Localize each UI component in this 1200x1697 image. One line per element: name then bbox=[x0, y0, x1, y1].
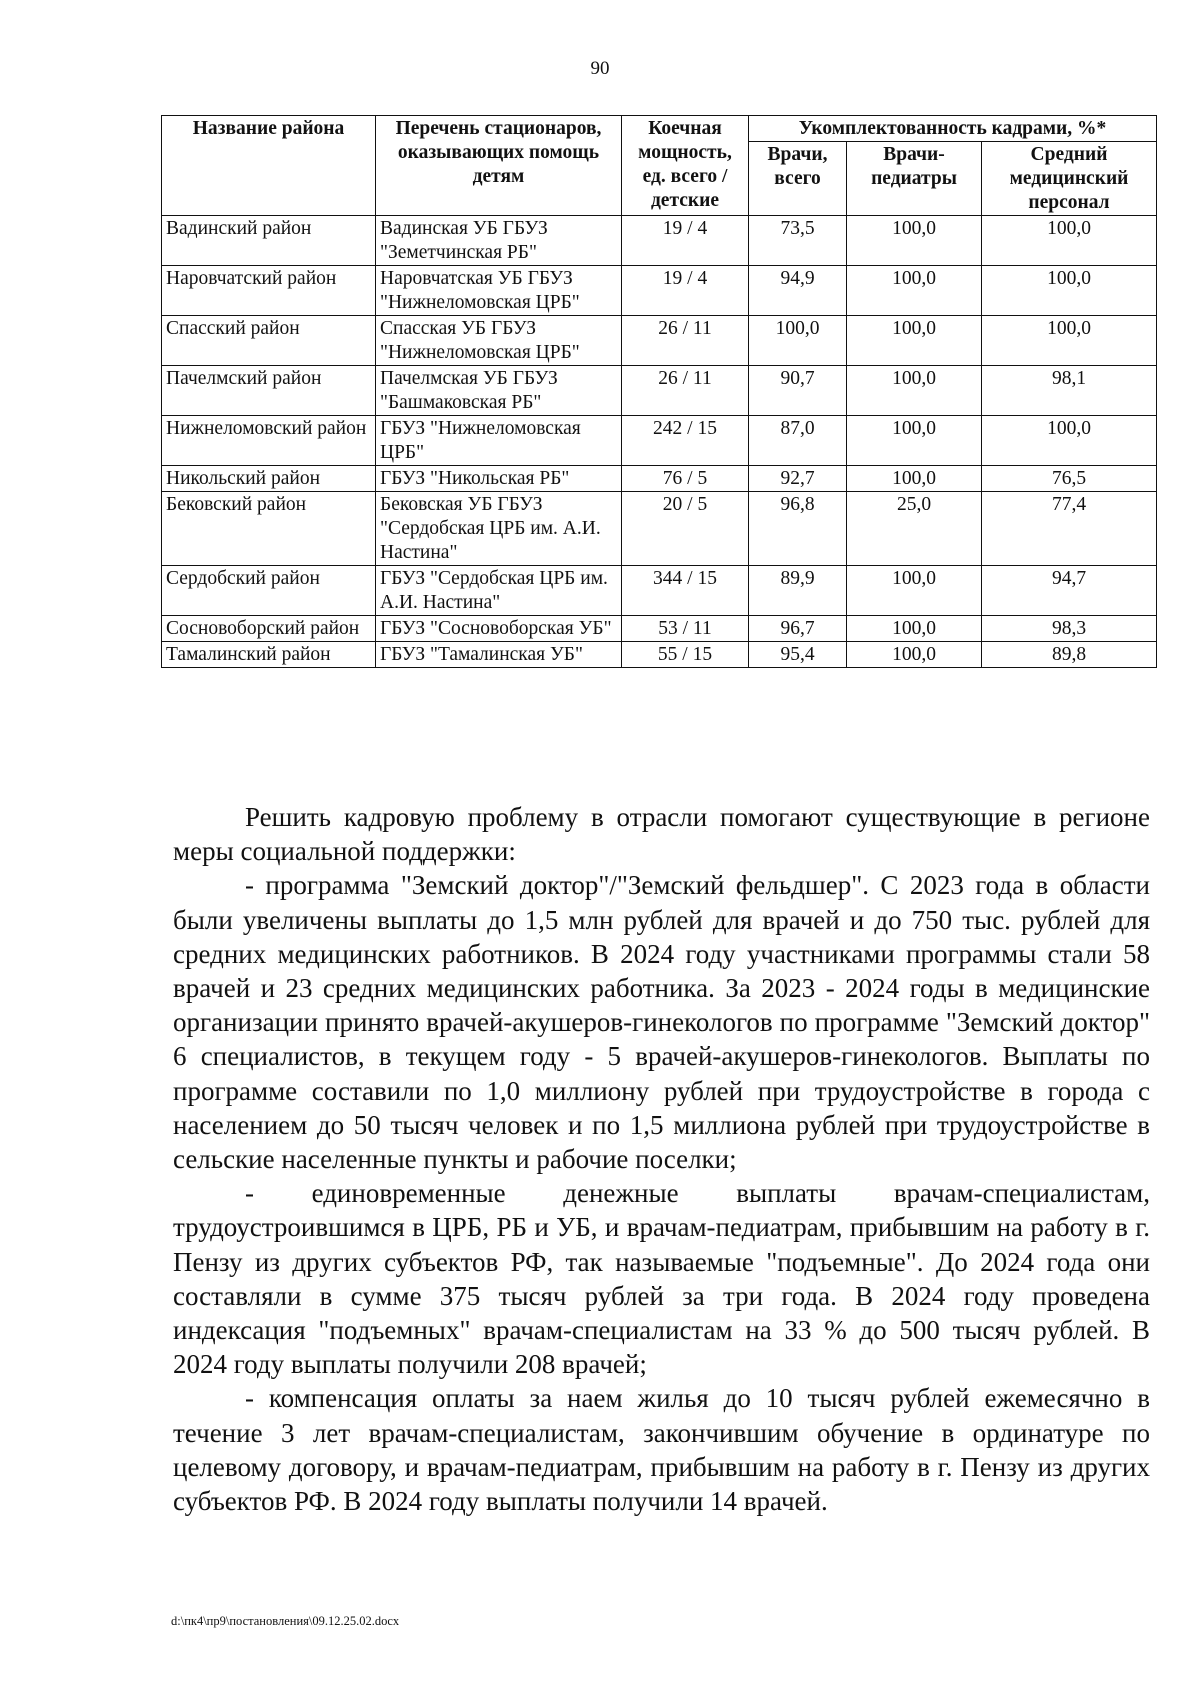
footer-file-path: d:\пк4\пр9\постановления\09.12.25.02.docx bbox=[171, 1614, 400, 1628]
header-staffing-group: Укомплектованность кадрами, %* bbox=[749, 116, 1157, 142]
cell-district: Никольский район bbox=[162, 466, 376, 492]
cell-doctors-percent: 94,9 bbox=[749, 266, 847, 316]
cell-mid-staff-percent: 98,1 bbox=[982, 366, 1157, 416]
cell-mid-staff-percent: 94,7 bbox=[982, 566, 1157, 616]
cell-district: Сосновоборский район bbox=[162, 616, 376, 642]
table-body bbox=[162, 216, 1157, 668]
cell-beds: 242 / 15 bbox=[622, 416, 749, 466]
cell-hospital: ГБУЗ "Сосновоборская УБ" bbox=[376, 616, 622, 642]
cell-doctors-percent: 96,7 bbox=[749, 616, 847, 642]
cell-doctors-percent: 87,0 bbox=[749, 416, 847, 466]
cell-beds: 19 / 4 bbox=[622, 266, 749, 316]
cell-doctors-percent: 100,0 bbox=[749, 316, 847, 366]
table-row bbox=[162, 566, 1157, 616]
cell-district: Наровчатский район bbox=[162, 266, 376, 316]
cell-hospital: Пачелмская УБ ГБУЗ "Башмаковская РБ" bbox=[376, 366, 622, 416]
cell-pediatricians-percent: 100,0 bbox=[847, 416, 982, 466]
cell-beds: 76 / 5 bbox=[622, 466, 749, 492]
header-beds: Коечная мощность, ед. всего / детские bbox=[622, 116, 749, 216]
header-doctors-total: Врачи, всего bbox=[749, 142, 847, 216]
cell-doctors-percent: 90,7 bbox=[749, 366, 847, 416]
staffing-table bbox=[161, 115, 1157, 668]
cell-mid-staff-percent: 76,5 bbox=[982, 466, 1157, 492]
header-row bbox=[162, 116, 1157, 142]
cell-hospital: Бековская УБ ГБУЗ "Сердобская ЦРБ им. А.И. Настина" bbox=[376, 492, 622, 566]
cell-doctors-percent: 92,7 bbox=[749, 466, 847, 492]
cell-hospital: ГБУЗ "Никольская РБ" bbox=[376, 466, 622, 492]
cell-pediatricians-percent: 100,0 bbox=[847, 216, 982, 266]
table-row bbox=[162, 366, 1157, 416]
table-row bbox=[162, 416, 1157, 466]
cell-beds: 26 / 11 bbox=[622, 316, 749, 366]
cell-hospital: Вадинская УБ ГБУЗ "Земетчинская РБ" bbox=[376, 216, 622, 266]
cell-doctors-percent: 73,5 bbox=[749, 216, 847, 266]
cell-mid-staff-percent: 100,0 bbox=[982, 266, 1157, 316]
cell-pediatricians-percent: 100,0 bbox=[847, 366, 982, 416]
cell-district: Вадинский район bbox=[162, 216, 376, 266]
cell-hospital: ГБУЗ "Тамалинская УБ" bbox=[376, 642, 622, 668]
header-pediatricians: Врачи-педиатры bbox=[847, 142, 982, 216]
page-number: 90 bbox=[590, 58, 610, 79]
cell-hospital: ГБУЗ "Нижнеломовская ЦРБ" bbox=[376, 416, 622, 466]
table-row bbox=[162, 642, 1157, 668]
cell-beds: 53 / 11 bbox=[622, 616, 749, 642]
cell-beds: 344 / 15 bbox=[622, 566, 749, 616]
cell-hospital: ГБУЗ "Сердобская ЦРБ им. А.И. Настина" bbox=[376, 566, 622, 616]
cell-hospital: Наровчатская УБ ГБУЗ "Нижнеломовская ЦРБ" bbox=[376, 266, 622, 316]
cell-hospital: Спасская УБ ГБУЗ "Нижнеломовская ЦРБ" bbox=[376, 316, 622, 366]
cell-beds: 26 / 11 bbox=[622, 366, 749, 416]
intro-paragraph: Решить кадровую проблему в отрасли помогают существующие в регионе меры социальной поддержки: bbox=[173, 802, 1150, 867]
cell-district: Пачелмский район bbox=[162, 366, 376, 416]
cell-pediatricians-percent: 100,0 bbox=[847, 642, 982, 668]
cell-pediatricians-percent: 25,0 bbox=[847, 492, 982, 566]
table-row bbox=[162, 216, 1157, 266]
cell-doctors-percent: 95,4 bbox=[749, 642, 847, 668]
header-hospitals: Перечень стационаров, оказывающих помощь детям bbox=[376, 116, 622, 216]
cell-pediatricians-percent: 100,0 bbox=[847, 266, 982, 316]
table-row bbox=[162, 316, 1157, 366]
cell-mid-staff-percent: 100,0 bbox=[982, 216, 1157, 266]
cell-mid-staff-percent: 89,8 bbox=[982, 642, 1157, 668]
body-text bbox=[173, 800, 1150, 1518]
header-district: Название района bbox=[162, 116, 376, 216]
cell-mid-staff-percent: 98,3 bbox=[982, 616, 1157, 642]
table-row bbox=[162, 492, 1157, 566]
support-measure-paragraph: - компенсация оплаты за наем жилья до 10 тысяч рублей ежемесячно в течение 3 лет врачам-специалистам, закончившим обучение в ординатуре по целевому договору, и врачам-педиатрам, прибывшим на работу в г. Пензу из других субъектов РФ. В 2024 году выплаты получили 14 врачей. bbox=[173, 1383, 1150, 1517]
cell-beds: 55 / 15 bbox=[622, 642, 749, 668]
cell-mid-staff-percent: 100,0 bbox=[982, 416, 1157, 466]
cell-district: Тамалинский район bbox=[162, 642, 376, 668]
cell-pediatricians-percent: 100,0 bbox=[847, 466, 982, 492]
cell-district: Спасский район bbox=[162, 316, 376, 366]
table-header bbox=[162, 116, 1157, 216]
cell-district: Сердобский район bbox=[162, 566, 376, 616]
cell-mid-staff-percent: 77,4 bbox=[982, 492, 1157, 566]
table-row bbox=[162, 266, 1157, 316]
table-row bbox=[162, 466, 1157, 492]
table-row bbox=[162, 616, 1157, 642]
header-mid-staff: Средний медицинский персонал bbox=[982, 142, 1157, 216]
cell-doctors-percent: 89,9 bbox=[749, 566, 847, 616]
cell-beds: 20 / 5 bbox=[622, 492, 749, 566]
cell-pediatricians-percent: 100,0 bbox=[847, 616, 982, 642]
support-measure-paragraph: - единовременные денежные выплаты врачам-специалистам, трудоустроившимся в ЦРБ, РБ и УБ, и врачам-педиатрам, прибывшим на работу в г. Пензу из других субъектов РФ, так называемые "подъемные". До 2024 года они составляли в сумме 375 тысяч рублей за три года. В 2024 году проведена индексация "подъемных" врачам-специалистам на 33 % до 500 тысяч рублей. В 2024 году выплаты получили 208 врачей; bbox=[173, 1178, 1150, 1380]
cell-district: Бековский район bbox=[162, 492, 376, 566]
cell-pediatricians-percent: 100,0 bbox=[847, 566, 982, 616]
cell-mid-staff-percent: 100,0 bbox=[982, 316, 1157, 366]
cell-doctors-percent: 96,8 bbox=[749, 492, 847, 566]
support-measure-paragraph: - программа "Земский доктор"/"Земский фельдшер". С 2023 года в области были увеличены выплаты до 1,5 млн рублей для врачей и до 750 тыс. рублей для средних медицинских работников. В 2024 году участниками программы стали 58 врачей и 23 средних медицинских работника. За 2023 - 2024 годы в медицинские организации принято врачей-акушеров-гинекологов по программе "Земский доктор" 6 специалистов, в текущем году - 5 врачей-акушеров-гинекологов. Выплаты по программе составили по 1,0 миллиону рублей при трудоустройстве в города с населением до 50 тысяч человек и по 1,5 миллиона рублей при трудоустройстве в сельские населенные пункты и рабочие поселки; bbox=[173, 870, 1150, 1175]
cell-pediatricians-percent: 100,0 bbox=[847, 316, 982, 366]
cell-district: Нижнеломовский район bbox=[162, 416, 376, 466]
cell-beds: 19 / 4 bbox=[622, 216, 749, 266]
